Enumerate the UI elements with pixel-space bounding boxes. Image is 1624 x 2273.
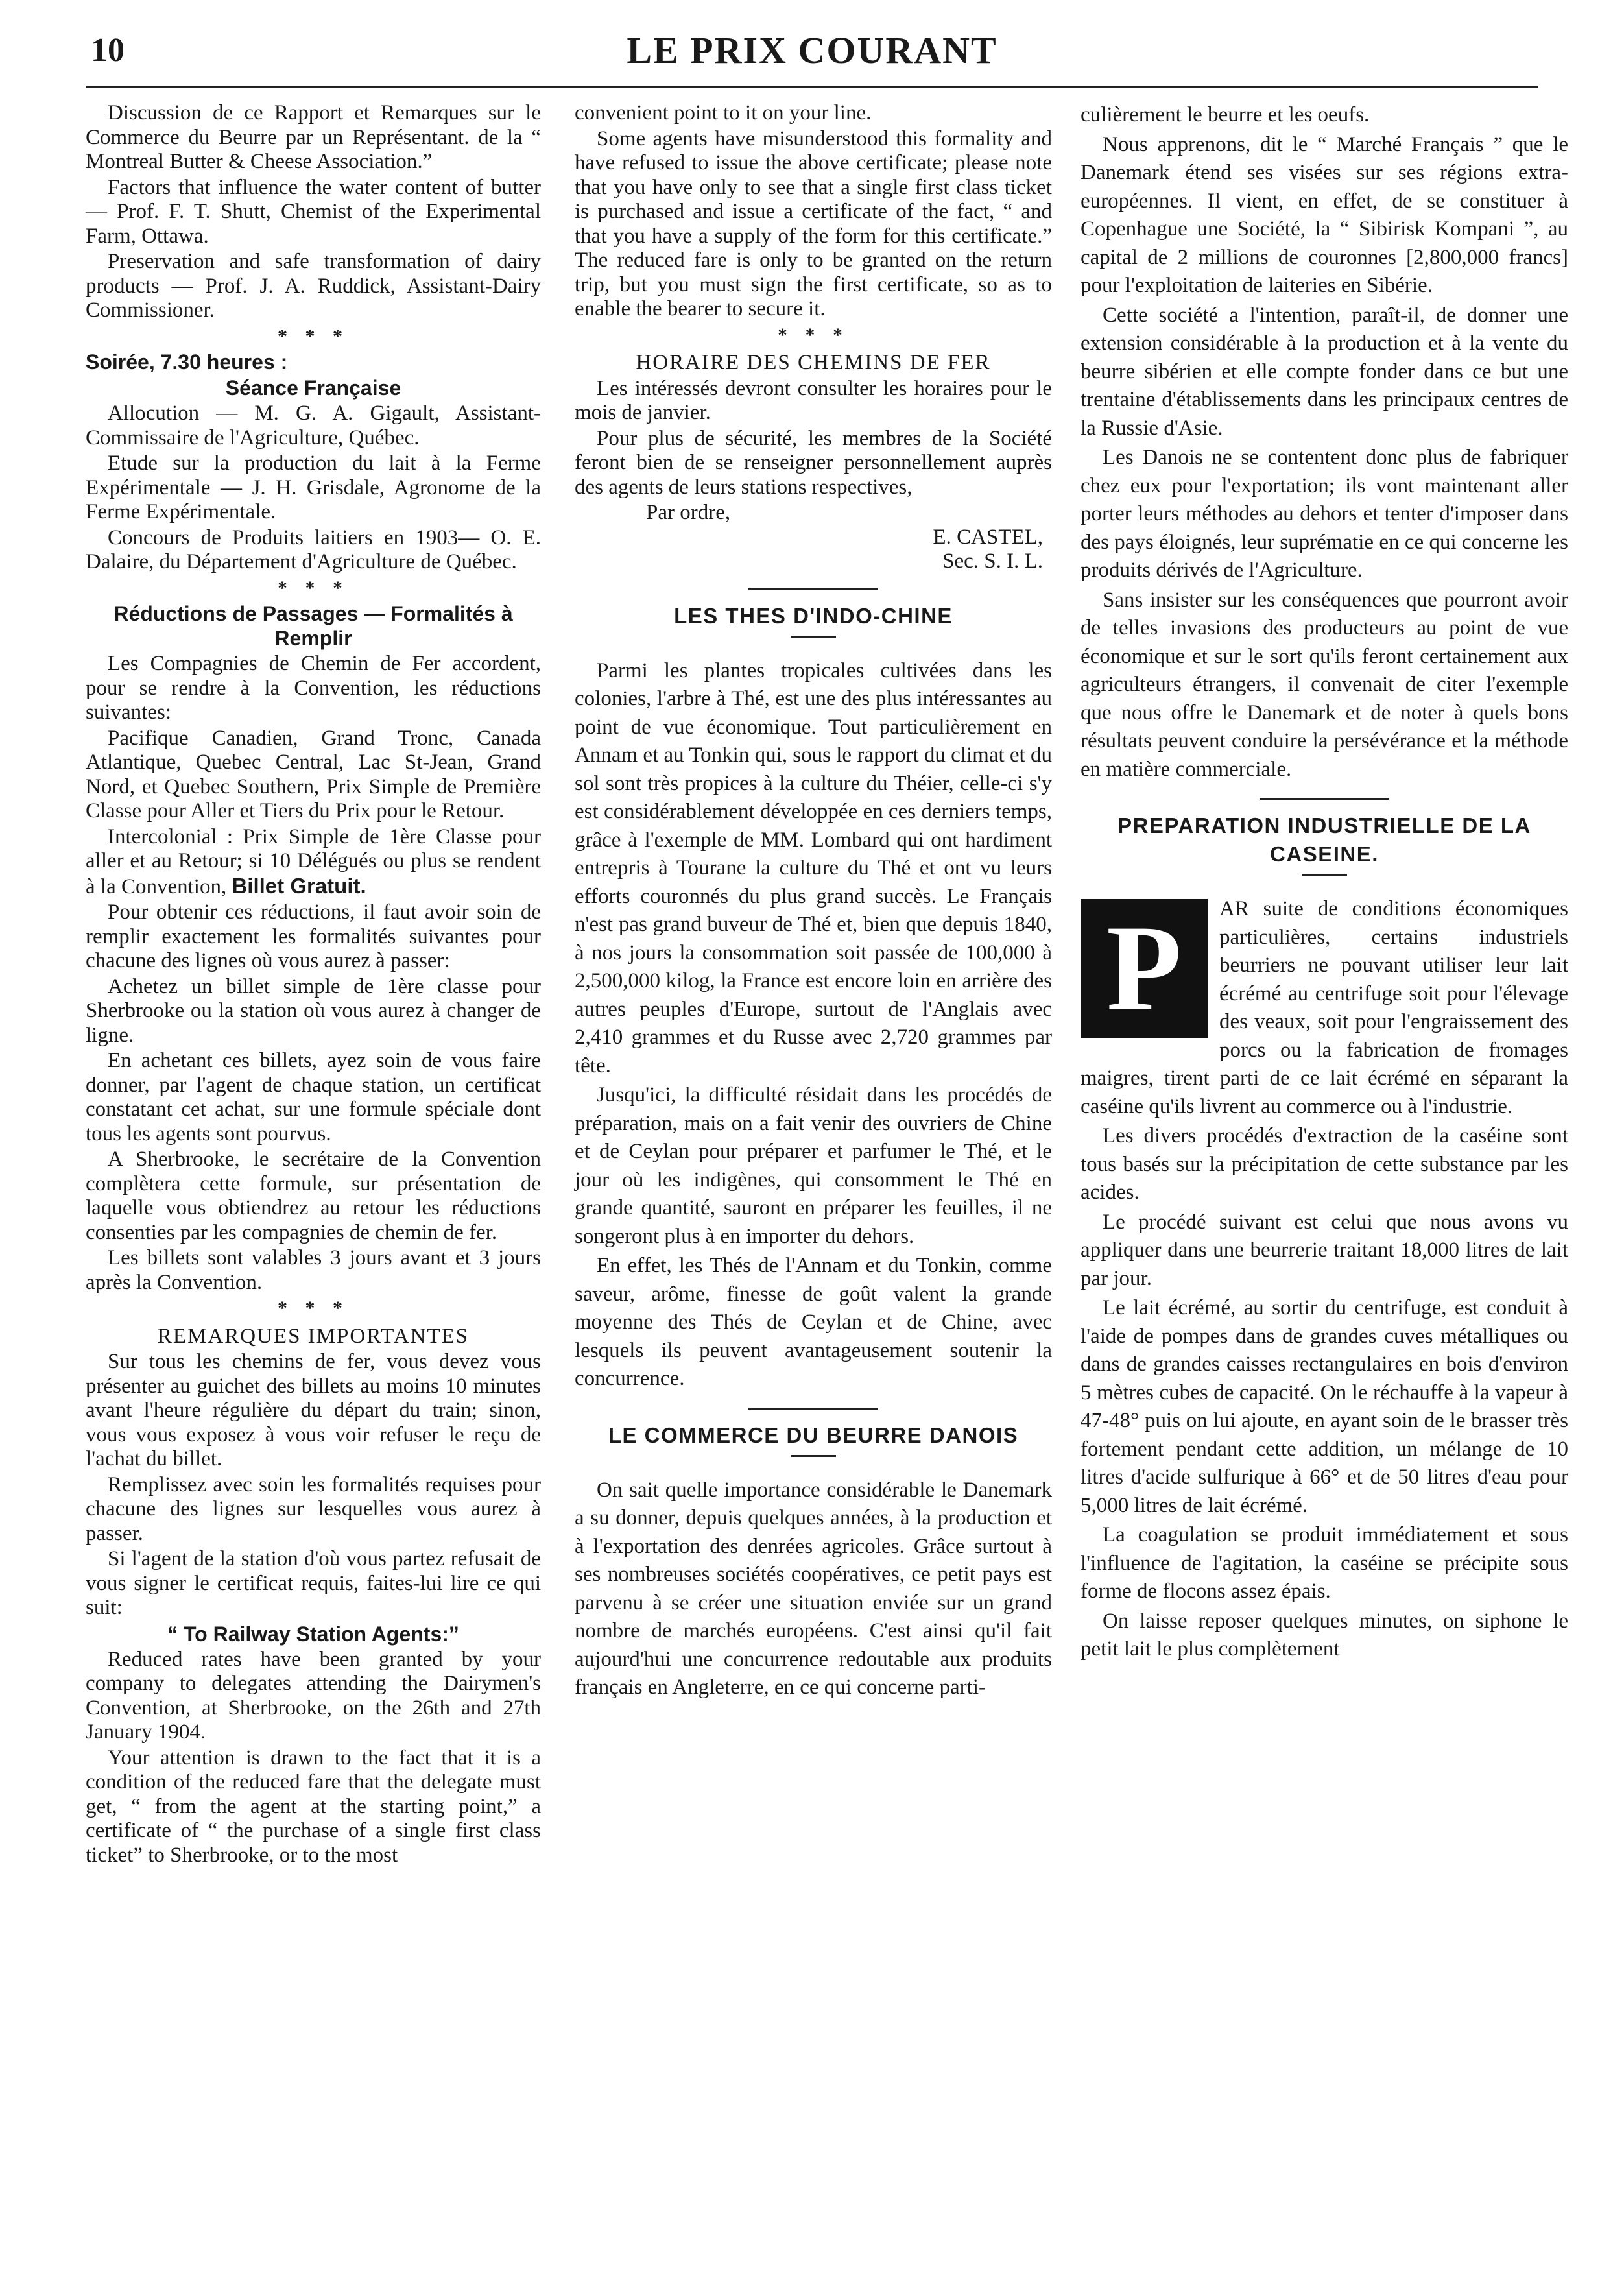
paragraph: La coagulation se produit immédiatement et sous l'influence de l'agitation, la caséine se précipite sous forme de flocons assez épais. [1081, 1523, 1568, 1603]
heading-underline [791, 1455, 836, 1457]
paragraph: Parmi les plantes tropicales cultivées dans les colonies, l'arbre à Thé, est une des plus intéressantes au point de vue économique. Tout particulièrement en Annam et au Tonkin qui, sous le rapport du climat et du sol sont très propices à la culture du Théier, celle-ci s'y est considérablement développée en ces derniers temps, grâce à l'exemple de MM. Lombard qui ont hardiment entrepris à Tourane la culture du Thé et ont vu leurs efforts couronnés du plus grand succès. Le Français n'est pas grand buveur de Thé et, bien que depuis 1840, à nos jours la consommation soit passée de 100,000 à 2,500,000 kilog, la France est encore loin en arrière des autres peuples d'Europe, surtout de l'Anglais avec 2,410 grammes et du Russe avec 2,720 grammes par tête. [575, 658, 1052, 1077]
page-number: 10 [91, 32, 125, 69]
intercolonial-text: Intercolonial : Prix Simple de 1ère Classe pour aller et au Retour; si 10 Délégués ou plus se rendent à la Convention, [86, 824, 541, 898]
paragraph: Les divers procédés d'extraction de la caséine sont tous basés sur la précipitation de cette substance par les acides. [1081, 1124, 1568, 1204]
paragraph: Concours de Produits laitiers en 1903— O. E. Dalaire, du Département d'Agriculture de Québec. [86, 525, 541, 573]
paragraph: Etude sur la production du lait à la Ferme Expérimentale — J. H. Grisdale, Agronome de la Ferme Expérimentale. [86, 451, 541, 523]
seance-heading: Séance Française [225, 376, 401, 400]
remarques-heading: REMARQUES IMPORTANTES [157, 1324, 470, 1348]
paragraph: Some agents have misunderstood this formality and have refused to issue the above certificate; please note that you have only to see that a single first class ticket is purchased and issue a certificate of the fact, “ and that you have a supply of the form for this certificate.” The reduced fare is only to be granted on the return trip, but you must sign the first certificate, so as to enable the bearer to secure it. [575, 126, 1052, 320]
signature-title: Sec. S. I. L. [942, 549, 1043, 573]
caseine-heading: PREPARATION INDUSTRIELLE DE LA CASEINE. [1117, 813, 1531, 866]
section-divider-stars: * * * [278, 577, 349, 599]
section-rule [748, 1408, 878, 1410]
paragraph: Discussion de ce Rapport et Remarques sur le Commerce du Beurre par un Représentant. de la “ Montreal Butter & Cheese Association.” [86, 101, 541, 173]
paragraph: Reduced rates have been granted by your company to delegates attending the Dairymen's Convention, at Sherbrooke, on the 26th and 27th January 1904. [86, 1647, 541, 1744]
section-divider-stars: * * * [778, 324, 849, 346]
soiree-heading: Soirée, 7.30 heures : [86, 350, 288, 374]
paragraph: Pacifique Canadien, Grand Tronc, Canada Atlantique, Quebec Central, Lac St-Jean, Grand Nord, et Quebec Southern, Prix Simple de Première Classe pour Aller et Tiers du Prix pour le Retour. [86, 726, 541, 823]
paragraph: Le lait écrémé, au sortir du centrifuge, est conduit à l'aide de pompes dans de grandes cuves métalliques ou dans de grandes caisses rectangulaires en bois d'environ 5 mètres cubes de capacité. On le réchauffe à la vapeur à 47-48° puis on lui ajoute, en ayant soin de le brasser très fortement pendant cette addition, un mélange de 10 litres d'acide sulfurique à 66° et de 50 litres d'eau pour 5,000 litres de lait écrémé. [1081, 1296, 1568, 1517]
signature-name: E. CASTEL, [933, 525, 1043, 549]
paragraph: Si l'agent de la station d'où vous partez refusait de vous signer le certificat requis, faites-lui lire ce qui suit: [86, 1547, 541, 1619]
column-3 [1081, 101, 1568, 1665]
paragraph: Pour obtenir ces réductions, il faut avoir soin de remplir exactement les formalités suivantes pour chacune des lignes où vous aurez à passer: [86, 900, 541, 972]
paragraph: Factors that influence the water content of butter — Prof. F. T. Shutt, Chemist of the Experimental Farm, Ottawa. [86, 175, 541, 248]
paragraph: Cette société a l'intention, paraît-il, de donner une extension considérable à la production et à la vente du beurre sibérien et elle compte fonder dans ce but une trentaine d'établissements dans les principaux centres de la Russie d'Asie. [1081, 303, 1568, 440]
masthead-title: LE PRIX COURANT [627, 29, 997, 71]
paragraph: Jusqu'ici, la difficulté résidait dans les procédés de préparation, mais on a fait venir des ouvriers de Chine et de Ceylan pour préparer et parfumer le Thé, et le jour où les indigènes, qui consomment le Thé en grande quantité, sauront en préparer les feuilles, il ne songeront plus à en importer du dehors. [575, 1083, 1052, 1248]
horaire-heading: HORAIRE DES CHEMINS DE FER [636, 351, 991, 374]
paragraph: Les intéressés devront consulter les horaires pour le mois de janvier. [575, 376, 1052, 424]
column-2 [575, 101, 1052, 1703]
paragraph: Les billets sont valables 3 jours avant et 3 jours après la Convention. [86, 1246, 541, 1294]
drop-cap-letter: P [1106, 900, 1182, 1037]
paragraph: Remplissez avec soin les formalités requises pour chacune des lignes sur lesquelles vous aurez à passer. [86, 1473, 541, 1545]
paragraph: Les Danois ne se contentent donc plus de fabriquer chez eux pour l'exportation; ils vont maintenant aller porter leurs méthodes au dehors et tenter d'imposer dans des pays éloignés, leur suprématie en ce qui concerne les produits dérivés de l'Agriculture. [1081, 446, 1568, 582]
paragraph: Pour plus de sécurité, les membres de la Société feront bien de se renseigner personnellement auprès des agents de leurs stations respectives, [575, 426, 1052, 499]
paragraph: On sait quelle importance considérable le Danemark a su donner, depuis quelques années, à la production et à l'exportation des denrées agricoles. Grâce surtout à ses nombreuses sociétés coopératives, ce petit pays est parvenu à se créer une situation enviée sur un grand nombre de marchés européens. C'est ainsi qu'il fait aujourd'hui une concurrence redoutable aux produits français en Angleterre, en ce qui concerne parti- [575, 1478, 1052, 1699]
drop-cap-ornament [1081, 899, 1208, 1038]
paragraph: Allocution — M. G. A. Gigault, Assistant-Commissaire de l'Agriculture, Québec. [86, 402, 541, 450]
paragraph: Your attention is drawn to the fact that it is a condition of the reduced fare that the delegate must get, “ from the agent at the starting point,” a certificate of “ the purchase of a single first class ticket” to Sherbrooke, or to the most [86, 1746, 541, 1867]
paragraph: En achetant ces billets, ayez soin de vous faire donner, par l'agent de chaque station, un certificat constatant cet achat, sur une formule spéciale dont tous les agents sont pourvus. [86, 1049, 541, 1146]
paragraph: Sur tous les chemins de fer, vous devez vous présenter au guichet des billets au moins 10 minutes avant l'heure régulière du départ du train; sinon, vous vous exposez à vous voir refuser le reçu de l'achat du billet. [86, 1350, 541, 1471]
paragraph: On laisse reposer quelques minutes, on siphone le petit lait le plus complètement [1081, 1609, 1568, 1661]
heading-underline [1302, 874, 1347, 876]
paragraph: Le procédé suivant est celui que nous avons vu appliquer dans une beurrerie traitant 18,000 litres de lait par jour. [1081, 1210, 1568, 1290]
railway-agents-heading: “ To Railway Station Agents:” [167, 1622, 459, 1646]
paragraph: Nous apprenons, dit le “ Marché Français ” que le Danemark étend ses visées sur ses régions extra-européennes. Il vient, en effet, de se constituer à Copenhague une Société, la “ Sibirisk Kompani ”, au capital de 2 millions de couronnes [2,800,000 francs] pour l'exploitation de laiteries en Sibérie. [1081, 132, 1568, 297]
paragraph: culièrement le beurre et les oeufs. [1081, 103, 1370, 126]
paragraph: Les Compagnies de Chemin de Fer accordent, pour se rendre à la Convention, les réductions suivantes: [86, 652, 541, 724]
paragraph: Sans insister sur les conséquences que pourront avoir de telles invasions des producteurs au point de vue économique et sur le sort qu'ils feront certainement aux agriculteurs étrangers, il convenait de citer l'exemple que nous offre le Danemark et de noter à quels bons résultats peuvent conduire la persévérance et la méthode en matière commerciale. [1081, 588, 1568, 781]
paragraph: A Sherbrooke, le secrétaire de la Convention complètera cette formule, sur présentation de laquelle vous obtiendrez au retour les réductions consenties par les compagnies de chemin de fer. [86, 1148, 541, 1244]
section-divider-stars: * * * [278, 1297, 349, 1319]
section-divider-stars: * * * [278, 325, 349, 347]
paragraph: Achetez un billet simple de 1ère classe pour Sherbrooke ou la station où vous aurez à changer de ligne. [86, 974, 541, 1047]
paragraph: En effet, les Thés de l'Annam et du Tonkin, comme saveur, arôme, finesse de goût valent la grande moyenne des Thés de Ceylan et de Chine, avec lesquels ils peuvent avantageusement soutenir la concurrence. [575, 1254, 1052, 1390]
reductions-heading: Réductions de Passages — Formalités à Remplir [113, 602, 513, 650]
section-rule [1260, 798, 1389, 800]
thes-heading: LES THES D'INDO-CHINE [674, 603, 953, 628]
paragraph: convenient point to it on your line. [575, 101, 872, 125]
header-rule [86, 86, 1538, 88]
heading-underline [791, 636, 836, 638]
par-ordre: Par ordre, [646, 501, 731, 524]
paragraph [86, 825, 541, 900]
paragraph: AR suite de conditions économiques particulières, certains industriels beurriers ne pouvant utiliser leur lait écrémé au centrifuge soit pour l'élevage des veaux, soit pour l'engraissement des porcs ou la fabrication de fromages maigres, tirent parti de ce lait écrémé en séparant la caséine qu'ils livrent au commerce ou à l'industrie. [1081, 897, 1568, 1118]
billet-gratuit-text: Billet Gratuit. [232, 873, 366, 898]
column-1 [86, 101, 541, 1869]
section-rule [748, 588, 878, 590]
beurre-danois-heading: LE COMMERCE DU BEURRE DANOIS [608, 1423, 1019, 1447]
paragraph: Preservation and safe transformation of dairy products — Prof. J. A. Ruddick, Assistant-Dairy Commissioner. [86, 250, 541, 322]
